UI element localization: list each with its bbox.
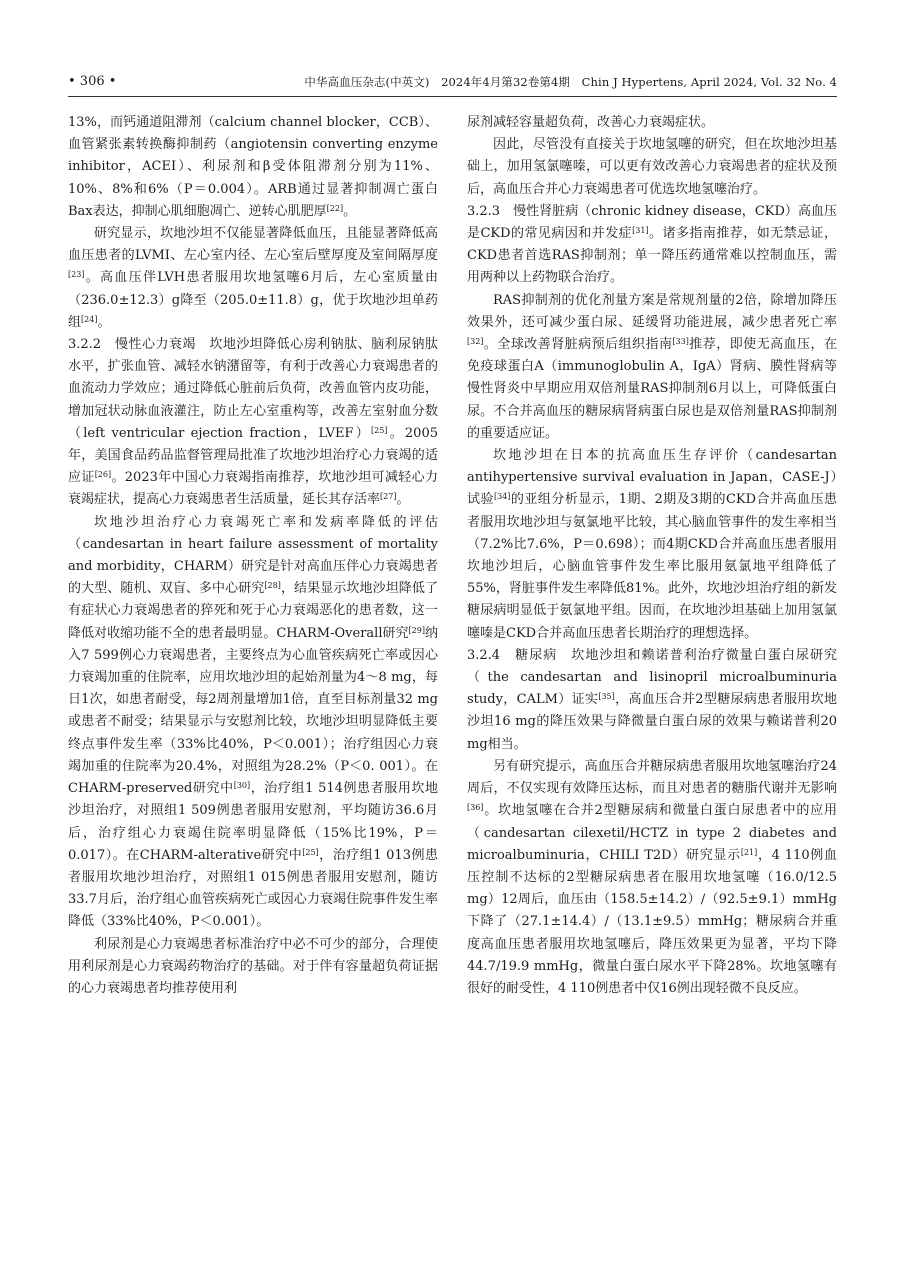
citation-ref: [32] — [467, 337, 484, 347]
paragraph: 坎地沙坦在日本的抗高血压生存评价（candesartan antihypertensive survival evaluation in Japan，CASE-J）试验[34]的亚组分析显示，1期、2期及3期的CKD合并高血压患者服用坎地沙坦与氨氯地平比较，其心脑血管事件的发生率相当（7.2%比7.6%，P＝0.698）；而4期CKD合并高血压患者服用坎地沙坦后，心脑血管事件发生率比服用氨氯地平组降低了55%，肾脏事件发生率降低81%。此外，坎地沙坦治疗组的新发糖尿病明显低于氨氯地平组。因而，在坎地沙坦基础上加用氢氯噻嗪是CKD合并高血压患者长期治疗的理想选择。 — [467, 448, 837, 641]
paragraph: 利尿剂是心力衰竭患者标准治疗中必不可少的部分，合理使用利尿剂是心力衰竭药物治疗的基础。对于伴有容量超负荷证据的心力衰竭患者均推荐使用利 — [68, 936, 438, 996]
citation-ref: [35] — [598, 692, 615, 702]
citation-ref: [34] — [493, 492, 511, 502]
citation-ref: [27] — [380, 492, 397, 502]
citation-ref: [33] — [672, 337, 689, 347]
running-header — [68, 72, 837, 92]
paragraph: 研究显示，坎地沙坦不仅能显著降低血压，且能显著降低高血压患者的LVMI、左心室内径、左心室后壁厚度及室间隔厚度[23]。高血压伴LVH患者服用坎地氢噻6月后，左心室质量由（236.0±12.3）g降至（205.0±11.8）g，优于坎地沙坦单药组[24]。 — [68, 226, 438, 330]
citation-ref: [22] — [326, 203, 344, 213]
citation-ref: [23] — [68, 270, 85, 280]
citation-ref: [24] — [81, 314, 98, 324]
citation-ref: [26] — [94, 470, 112, 480]
citation-ref: [25] — [370, 425, 388, 435]
citation-ref: [25] — [302, 847, 319, 857]
right-column — [467, 112, 837, 1000]
citation-ref: [29] — [408, 625, 425, 635]
citation-ref: [21] — [740, 847, 758, 857]
citation-ref: [36] — [467, 803, 484, 813]
header-rule — [68, 96, 837, 97]
journal-citation: 中华高血压杂志(中英文) 2024年4月第32卷第4期 Chin J Hypertens, April 2024, Vol. 32 No. 4 — [304, 75, 837, 89]
citation-ref: [30] — [233, 781, 251, 791]
citation-ref: [28] — [264, 581, 281, 591]
paragraph: RAS抑制剂的优化剂量方案是常规剂量的2倍，除增加降压效果外，还可减少蛋白尿、延缓肾功能进展，减少患者死亡率[32]。全球改善肾脏病预后组织指南[33]推荐，即使无高血压，在免疫球蛋白A（immunoglobulin A，IgA）肾病、膜性肾病等慢性肾炎中早期应用双倍剂量RAS抑制剂6月以上，可降低蛋白尿。不合并高血压的糖尿病肾病蛋白尿也是双倍剂量RAS抑制剂的重要适应证。 — [467, 292, 837, 441]
section-paragraph-heart-failure: 3.2.2 慢性心力衰竭 坎地沙坦降低心房利钠肽、脑利尿钠肽水平，扩张血管、减轻水钠潴留等，有利于改善心力衰竭患者的血流动力学效应；通过降低心脏前后负荷，改善血管内皮功能，增加冠状动脉血液灌注，防止左心室重构等，改善左室射血分数（left ventricular ejection fraction，LVEF）[25]。2005年，美国食品药品监督管理局批准了坎地沙坦治疗心力衰竭的适应证[26]。2023年中国心力衰竭指南推荐，坎地沙坦可减轻心力衰竭症状，提高心力衰竭患者生活质量，延长其存活率[27]。 — [68, 337, 438, 508]
paragraph: 13%，而钙通道阻滞剂（calcium channel blocker，CCB）、血管紧张素转换酶抑制药（angiotensin converting enzyme inhibitor，ACEI）、利尿剂和β受体阻滞剂分别为11%、10%、8%和6%（P＝0.004）。ARB通过显著抑制凋亡蛋白Bax表达，抑制心肌细胞凋亡、逆转心肌肥厚[22]。 — [68, 115, 438, 219]
paragraph: 因此，尽管没有直接关于坎地氢噻的研究，但在坎地沙坦基础上，加用氢氯噻嗪，可以更有效改善心力衰竭患者的症状及预后，高血压合并心力衰竭患者可优选坎地氢噻治疗。 — [467, 137, 837, 197]
paragraph: 另有研究提示，高血压合并糖尿病患者服用坎地氢噻治疗24周后，不仅实现有效降压达标，而且对患者的糖脂代谢并无影响[36]。坎地氢噻在合并2型糖尿病和微量白蛋白尿患者中的应用（candesartan cilexetil/HCTZ in type 2 diabetes and microalbuminuria，CHILI T2D）研究显示[21]，4 110例血压控制不达标的2型糖尿病患者在服用坎地氢噻（16.0/12.5 mg）12周后，血压由（158.5±14.2）/（92.5±9.1）mmHg下降了（27.1±14.4）/（13.1±9.5）mmHg；糖尿病合并重度高血压患者服用坎地氢噻后，降压效果更为显著，平均下降44.7/19.9 mmHg，微量白蛋白尿水平下降28%。坎地氢噻有很好的耐受性，4 110例患者中仅16例出现轻微不良反应。 — [467, 758, 838, 996]
section-paragraph-ckd: 3.2.3 慢性肾脏病（chronic kidney disease，CKD）高血压是CKD的常见病因和并发症[31]。诸多指南推荐，如无禁忌证，CKD患者首选RAS抑制剂；单一降压药通常难以控制血压，需用两种以上药物联合治疗。 — [467, 203, 837, 286]
paragraph: 坎地沙坦治疗心力衰竭死亡率和发病率降低的评估（candesartan in heart failure assessment of mortality and morbidity，CHARM）研究是针对高血压伴心力衰竭患者的大型、随机、双盲、多中心研究[28]，结果显示坎地沙坦降低了有症状心力衰竭患者的猝死和死于心力衰竭恶化的患者数，这一降低对收缩功能不全的患者最明显。CHARM-Overall研究[29]纳入7 599例心力衰竭患者，主要终点为心血管疾病死亡率或因心力衰竭加重的住院率，应用坎地沙坦的起始剂量为4～8 mg，每日1次，如患者耐受，每2周剂量增加1倍，直至目标剂量32 mg或患者不耐受；结果显示与安慰剂比较，坎地沙坦明显降低主要终点事件发生率（33%比40%，P＜0.001）；治疗组因心力衰竭加重的住院率为20.4%，对照组为28.2%（P＜0. 001）。在CHARM-preserved研究中[30]，治疗组1 514例患者服用坎地沙坦治疗，对照组1 509例患者服用安慰剂，平均随访36.6月后，治疗组心力衰竭住院率明显降低（15%比19%，P＝0.017）。在CHARM-alterative研究中[25]，治疗组1 013例患者服用坎地沙坦治疗，对照组1 015例患者服用安慰剂，随访33.7月后，治疗组心血管疾病死亡或因心力衰竭住院事件发生率降低（33%比40%，P＜0.001）。 — [68, 514, 439, 930]
paragraph: 尿剂减轻容量超负荷，改善心力衰竭症状。 — [467, 115, 715, 130]
citation-ref: [31] — [632, 226, 649, 236]
section-paragraph-diabetes: 3.2.4 糖尿病 坎地沙坦和赖诺普利治疗微量白蛋白尿研究（the candesartan and lisinopril microalbuminuria study，CALM）证实[35]，高血压合并2型糖尿病患者服用坎地沙坦16 mg的降压效果与降微量白蛋白尿的效果与赖诺普利20 mg相当。 — [467, 647, 837, 752]
page-number: • 306 • — [68, 74, 117, 89]
left-column — [68, 112, 438, 1000]
